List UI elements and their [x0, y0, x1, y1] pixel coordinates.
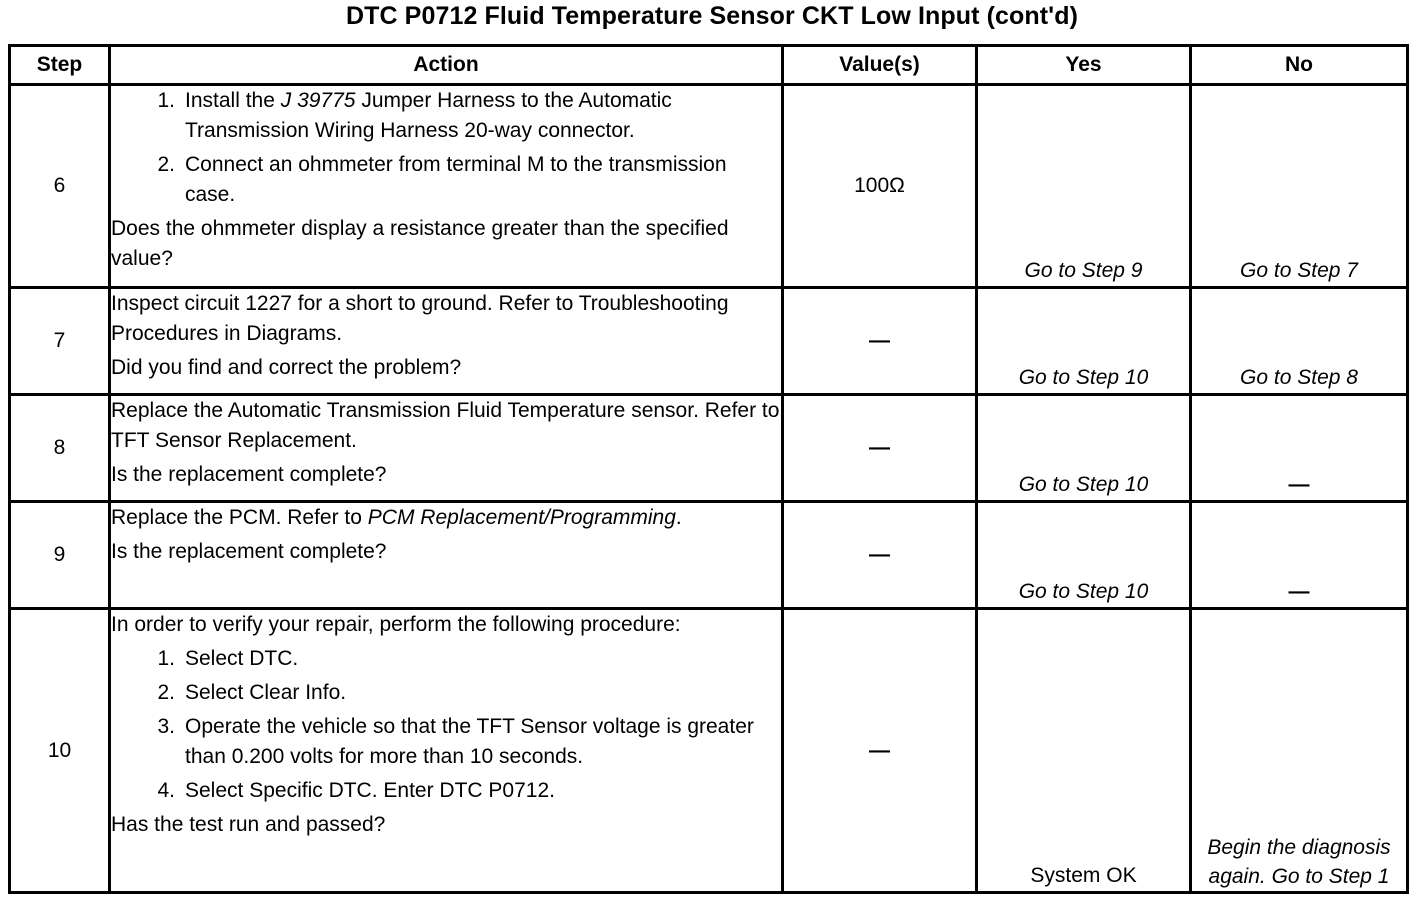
action-text: Replace the Automatic Transmission Fluid Temperature sensor. Refer to TFT Sensor Replacement. — [111, 399, 780, 452]
action-text: In order to verify your repair, perform the following procedure: — [111, 613, 681, 636]
value-cell: — — [783, 609, 977, 893]
step-number: 10 — [10, 609, 110, 893]
action-step — [111, 644, 781, 674]
value-cell: — — [783, 395, 977, 502]
action-step-text: Select Clear Info. — [185, 681, 347, 704]
action-step — [111, 776, 781, 806]
step-number: 9 — [10, 502, 110, 609]
header-yes: Yes — [977, 46, 1191, 85]
action-step-text: Operate the vehicle so that the TFT Sensor voltage is greater than 0.200 volts for more than 10 seconds. — [185, 715, 754, 768]
action-step-number: 3. — [157, 715, 175, 738]
action-text: Inspect circuit 1227 for a short to ground. Refer to Troubleshooting Procedures in Diagrams. — [111, 292, 729, 345]
action-steps — [111, 86, 781, 210]
value-cell: — — [783, 288, 977, 395]
action-step-text: Select DTC. — [185, 647, 299, 670]
action-steps — [111, 644, 781, 806]
action-question: Is the replacement complete? — [111, 463, 387, 486]
action-step-text: Select Specific DTC. Enter DTC P0712. — [185, 779, 555, 802]
action-text: Replace the PCM. Refer to PCM Replacement/Programming. — [111, 506, 682, 529]
action-step-number: 1. — [157, 89, 175, 112]
tool-reference: J 39775 — [280, 89, 356, 112]
table-row-step-7 — [10, 288, 1408, 395]
action-step-number: 2. — [157, 153, 175, 176]
table-row-step-9 — [10, 502, 1408, 609]
header-no: No — [1191, 46, 1408, 85]
step-number: 6 — [10, 85, 110, 288]
header-step: Step — [10, 46, 110, 85]
action-step — [111, 712, 781, 772]
action-cell — [110, 395, 783, 502]
action-step — [111, 678, 781, 708]
action-step-number: 4. — [157, 779, 175, 802]
no-cell: — — [1191, 502, 1408, 609]
action-step-number: 1. — [157, 647, 175, 670]
value-cell: 100Ω — [783, 85, 977, 288]
action-question: Does the ohmmeter display a resistance greater than the specified value? — [111, 217, 729, 270]
no-cell: Go to Step 7 — [1191, 85, 1408, 288]
action-cell — [110, 609, 783, 893]
value-cell: — — [783, 502, 977, 609]
header-values: Value(s) — [783, 46, 977, 85]
no-cell: Begin the diagnosis again. Go to Step 1 — [1191, 609, 1408, 893]
table-header-row — [10, 46, 1408, 85]
document-reference: PCM Replacement/Programming — [367, 506, 676, 529]
action-step-text: Connect an ohmmeter from terminal M to the transmission case. — [185, 153, 727, 206]
action-cell — [110, 85, 783, 288]
action-step — [111, 86, 781, 146]
step-number: 8 — [10, 395, 110, 502]
action-question: Did you find and correct the problem? — [111, 356, 462, 379]
yes-cell: Go to Step 9 — [977, 85, 1191, 288]
action-question: Has the test run and passed? — [111, 813, 386, 836]
step-number: 7 — [10, 288, 110, 395]
action-question: Is the replacement complete? — [111, 540, 387, 563]
no-cell: Go to Step 8 — [1191, 288, 1408, 395]
header-action: Action — [110, 46, 783, 85]
action-step-number: 2. — [157, 681, 175, 704]
yes-cell: Go to Step 10 — [977, 502, 1191, 609]
yes-cell: Go to Step 10 — [977, 288, 1191, 395]
table-row-step-8 — [10, 395, 1408, 502]
table-row-step-10 — [10, 609, 1408, 893]
yes-cell: System OK — [977, 609, 1191, 893]
action-cell — [110, 502, 783, 609]
diagnostic-table — [8, 44, 1409, 894]
action-cell — [110, 288, 783, 395]
yes-cell: Go to Step 10 — [977, 395, 1191, 502]
action-step-text: Install the J 39775 Jumper Harness to the Automatic Transmission Wiring Harness 20-way connector. — [185, 89, 672, 142]
page-title: DTC P0712 Fluid Temperature Sensor CKT Low Input (cont'd) — [345, 2, 1079, 30]
action-step — [111, 150, 781, 210]
no-cell: — — [1191, 395, 1408, 502]
table-row-step-6 — [10, 85, 1408, 288]
